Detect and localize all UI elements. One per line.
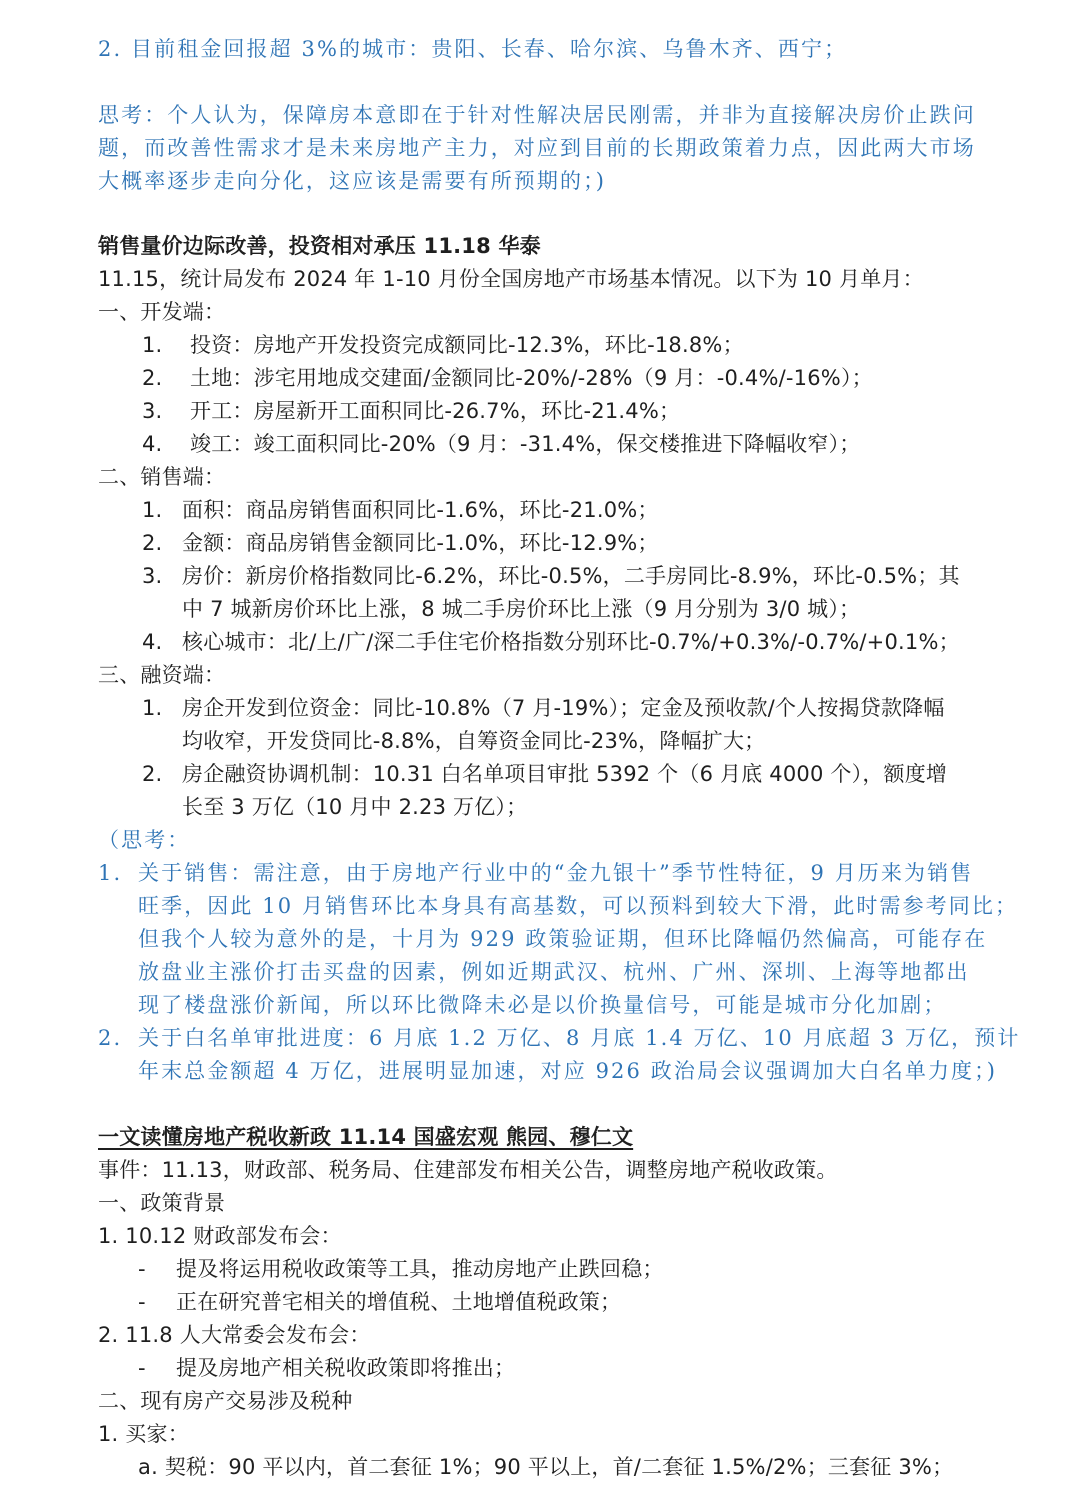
sub-heading: 2. 11.8 人大常委会发布会： <box>98 1323 371 1347</box>
list-text: 房企开发到位资金：同比-10.8%（7 月-19%）；定金及预收款/个人按揭贷款降幅 <box>182 696 945 720</box>
list-text: 房企融资协调机制：10.31 白名单项目审批 5392 个（6 月底 4000 个），额度增 <box>182 762 948 786</box>
sub-heading: 1. 买家： <box>98 1422 189 1446</box>
list-item <box>142 560 960 593</box>
list-number: 3. <box>142 564 163 588</box>
article-title: 销售量价边际改善，投资相对承压 11.18 华泰 <box>98 234 541 258</box>
sub-heading: 1. 10.12 财政部发布会： <box>98 1224 342 1248</box>
list-text: 投资：房地产开发投资完成额同比-12.3%，环比-18.8%； <box>190 333 744 357</box>
list-text: 竣工：竣工面积同比-20%（9 月：-31.4%，保交楼推进下降幅收窄）； <box>190 432 861 456</box>
list-item <box>142 626 960 659</box>
bullet-text: 提及将运用税收政策等工具，推动房地产止跌回稳； <box>176 1257 664 1281</box>
list-item-continuation: 长至 3 万亿（10 月中 2.23 万亿）； <box>182 795 528 819</box>
thought-heading: （思考： <box>98 828 191 852</box>
rent-return-cities-item: 2. 目前租金回报超 3%的城市：贵阳、长春、哈尔滨、乌鲁木齐、西宁； <box>98 37 848 61</box>
list-number: 1. <box>142 696 163 720</box>
thought-text: 关于销售：需注意，由于房地产行业中的“金九银十”季节性特征，9 月历来为销售 <box>138 861 974 885</box>
thought-item <box>98 1022 1020 1055</box>
dash-bullet: - <box>138 1257 146 1281</box>
dash-bullet: - <box>138 1290 146 1314</box>
thought-text: 旺季，因此 10 月销售环比本身具有高基数，可以预料到较大下滑，此时需参考同比； <box>138 894 1019 918</box>
list-number: 1. <box>142 333 163 357</box>
list-item <box>142 428 860 461</box>
list-item <box>142 329 744 362</box>
bullet-text: 提及房地产相关税收政策即将推出； <box>176 1356 516 1380</box>
bullet-item <box>138 1352 515 1385</box>
article-event: 事件：11.13，财政部、税务局、住建部发布相关公告，调整房地产税收政策。 <box>98 1158 838 1182</box>
list-number: 4. <box>142 432 163 456</box>
section-heading: 二、销售端： <box>98 465 226 489</box>
thought-line: 大概率逐步走向分化，这应该是需要有所预期的；) <box>98 169 606 193</box>
list-item <box>142 395 680 428</box>
list-number: 1. <box>98 861 123 885</box>
list-item <box>142 362 873 395</box>
list-number: 1. <box>142 498 163 522</box>
list-text: 土地：涉宅用地成交建面/金额同比-20%/-28%（9 月：-0.4%/-16%）； <box>190 366 873 390</box>
list-item-continuation: 中 7 城新房价环比上涨，8 城二手房价环比上涨（9 月分别为 3/0 城）； <box>182 597 861 621</box>
list-item <box>142 527 659 560</box>
list-number: 3. <box>142 399 163 423</box>
thought-text: 但我个人较为意外的是，十月为 929 政策验证期，但环比降幅仍然偏高，可能存在 <box>138 927 988 951</box>
article-intro: 11.15，统计局发布 2024 年 1-10 月份全国房地产市场基本情况。以下为 10 月单月： <box>98 267 924 291</box>
list-number: 2. <box>142 762 163 786</box>
thought-line: 思考：个人认为，保障房本意即在于针对性解决居民刚需，并非为直接解决房价止跌问 <box>98 103 976 127</box>
list-item-continuation: 均收窄，开发贷同比-8.8%，自筹资金同比-23%，降幅扩大； <box>182 729 766 753</box>
thought-line: 题，而改善性需求才是未来房地产主力，对应到目前的长期政策着力点，因此两大市场 <box>98 136 976 160</box>
dash-bullet: - <box>138 1356 146 1380</box>
list-item <box>142 692 945 725</box>
section-heading: 二、现有房产交易涉及税种 <box>98 1389 353 1413</box>
section-heading: 三、融资端： <box>98 663 226 687</box>
list-text: 核心城市：北/上/广/深二手住宅价格指数分别环比-0.7%/+0.3%/-0.7%/+0.1%； <box>182 630 960 654</box>
thought-item <box>98 857 973 890</box>
list-text: 面积：商品房销售面积同比-1.6%，环比-21.0%； <box>182 498 659 522</box>
thought-text: 放盘业主涨价打击买盘的因素，例如近期武汉、杭州、广州、深圳、上海等地都出 <box>138 960 970 984</box>
list-number: 2. <box>98 1026 123 1050</box>
list-item <box>142 494 659 527</box>
bullet-item <box>138 1286 621 1319</box>
list-number: 2. <box>142 366 163 390</box>
thought-text: 现了楼盘涨价新闻，所以环比微降未必是以价换量信号，可能是城市分化加剧； <box>138 993 947 1017</box>
list-text: 房价：新房价格指数同比-6.2%，环比-0.5%，二手房同比-8.9%，环比-0.5%；其 <box>182 564 960 588</box>
thought-text: 关于白名单审批进度：6 月底 1.2 万亿、8 月底 1.4 万亿、10 月底超 3 万亿，预计 <box>138 1026 1021 1050</box>
list-text: 金额：商品房销售金额同比-1.0%，环比-12.9%； <box>182 531 659 555</box>
list-number: 2. <box>142 531 163 555</box>
section-heading: 一、政策背景 <box>98 1191 226 1215</box>
list-text: 开工：房屋新开工面积同比-26.7%，环比-21.4%； <box>190 399 681 423</box>
thought-text: 年末总金额超 4 万亿，进展明显加速，对应 926 政治局会议强调加大白名单力度；) <box>138 1059 998 1083</box>
section-heading: 一、开发端： <box>98 300 226 324</box>
bullet-text: 正在研究普宅相关的增值税、土地增值税政策； <box>176 1290 622 1314</box>
bullet-item <box>138 1253 664 1286</box>
article-title: 一文读懂房地产税收新政 11.14 国盛宏观 熊园、穆仁文 <box>98 1125 634 1149</box>
sub-item: a. 契税：90 平以内，首二套征 1%；90 平以上，首/二套征 1.5%/2%；三套征 3%； <box>138 1455 954 1479</box>
list-number: 4. <box>142 630 163 654</box>
list-item <box>142 758 947 791</box>
